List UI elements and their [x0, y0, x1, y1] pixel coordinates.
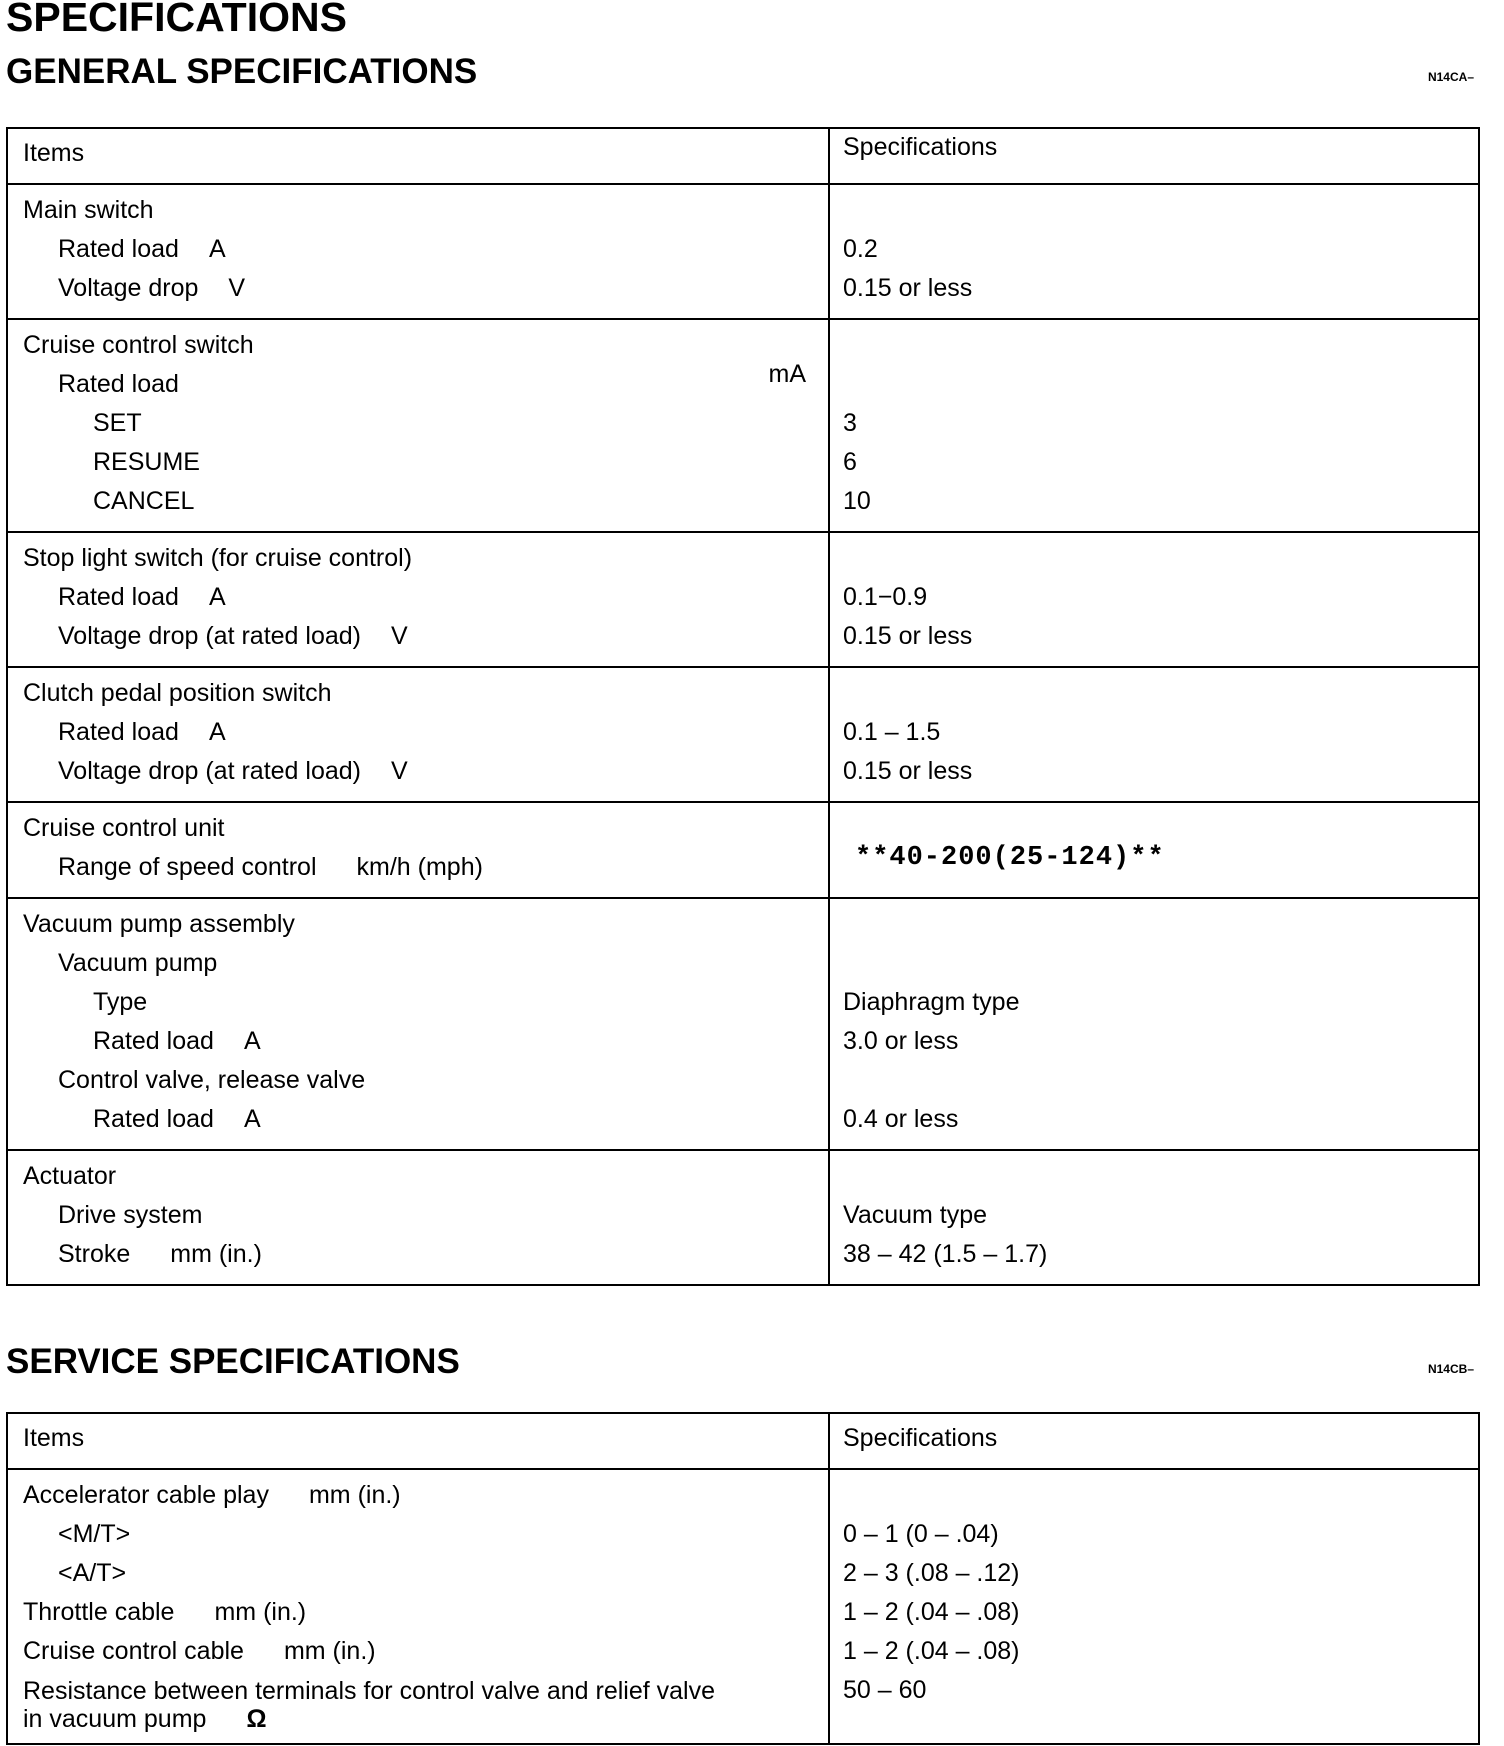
spec-value: 38 – 42 (1.5 – 1.7): [843, 1240, 1048, 1268]
items-header-cell: [7, 128, 829, 184]
spec-value: Diaphragm type: [843, 988, 1020, 1016]
row-label: <M/T>: [58, 1520, 131, 1548]
specifications-header-cell: [829, 128, 1479, 184]
spec-value: 3: [843, 409, 857, 437]
spec-value: 0.15 or less: [843, 274, 973, 302]
general-specifications-table: [6, 127, 1480, 1286]
row-label: Type: [93, 988, 148, 1016]
table-row: [7, 1150, 1479, 1285]
row-label: Resistance between terminals for control valve and relief valve in vacuum pump: [23, 1677, 716, 1733]
table-header-row: [7, 1413, 1479, 1469]
spec-value: 0.1−0.9: [843, 583, 928, 611]
spec-value: 6: [843, 448, 857, 476]
row-label: Vacuum pump: [58, 949, 218, 977]
unit-label: A: [243, 1027, 261, 1055]
table-header-row: [7, 128, 1479, 184]
row-label: Stroke: [58, 1240, 131, 1268]
spec-value: 0.4 or less: [843, 1105, 959, 1133]
row-label: Rated load: [58, 235, 179, 263]
unit-label: V: [228, 274, 246, 302]
row-label: Accelerator cable play: [23, 1481, 269, 1509]
table-row: [7, 802, 1479, 898]
general-specifications-heading: GENERAL SPECIFICATIONS: [6, 52, 478, 91]
row-label: SET: [93, 409, 142, 437]
unit-label: V: [390, 757, 408, 785]
service-section-code: N14CB–: [1427, 1362, 1474, 1376]
row-label: Stop light switch (for cruise control): [23, 544, 413, 572]
spec-value: Vacuum type: [843, 1201, 988, 1229]
spec-value: 1 – 2 (.04 – .08): [843, 1598, 1020, 1626]
row-label: Vacuum pump assembly: [23, 910, 295, 938]
table-row: [7, 532, 1479, 667]
unit-label: km/h (mph): [356, 853, 483, 881]
row-label: Actuator: [23, 1162, 117, 1190]
specifications-header: Specifications: [843, 133, 998, 161]
row-label: Rated load: [58, 370, 179, 398]
table-row: [7, 898, 1479, 1150]
table-row: [7, 319, 1479, 532]
spec-value: 0.15 or less: [843, 622, 973, 650]
row-label: Cruise control unit: [23, 814, 225, 842]
service-specifications-table: [6, 1412, 1480, 1745]
table-row: [7, 1469, 1479, 1744]
row-label: Voltage drop (at rated load): [58, 757, 361, 785]
row-label: Voltage drop (at rated load): [58, 622, 361, 650]
unit-label: A: [243, 1105, 261, 1133]
spec-value: 0 – 1 (0 – .04): [843, 1520, 999, 1548]
row-label: Drive system: [58, 1201, 203, 1229]
unit-label: A: [208, 583, 226, 611]
spec-value: 1 – 2 (.04 – .08): [843, 1637, 1020, 1665]
row-label: Range of speed control: [58, 853, 317, 881]
table-row: [7, 184, 1479, 319]
unit-label: mm (in.): [308, 1481, 401, 1509]
spec-value: 50 – 60: [843, 1676, 927, 1704]
service-specifications-heading: SERVICE SPECIFICATIONS: [6, 1342, 460, 1381]
row-label: CANCEL: [93, 487, 195, 515]
row-label: Main switch: [23, 196, 154, 224]
row-label: Rated load: [58, 583, 179, 611]
row-label: <A/T>: [58, 1559, 127, 1587]
spec-value: 0.2: [843, 235, 878, 263]
spec-value: 2 – 3 (.08 – .12): [843, 1559, 1020, 1587]
table-row: [7, 667, 1479, 802]
general-section-code: N14CA–: [1427, 70, 1474, 84]
row-label: Cruise control switch: [23, 331, 254, 359]
spec-value: 10: [843, 487, 871, 515]
items-header: Items: [23, 1424, 85, 1452]
row-label: Rated load: [93, 1027, 214, 1055]
unit-label: mm (in.): [214, 1598, 307, 1626]
spec-value: 0.1 – 1.5: [843, 718, 941, 746]
spec-value: **40-200(25-124)**: [855, 843, 1165, 873]
row-label: Cruise control cable: [23, 1637, 244, 1665]
unit-label: mm (in.): [170, 1240, 262, 1268]
unit-label: V: [390, 622, 408, 650]
row-label: Voltage drop: [58, 274, 199, 302]
row-label: Clutch pedal position switch: [23, 679, 332, 707]
row-label: Throttle cable: [23, 1598, 175, 1626]
row-label: Rated load: [58, 718, 179, 746]
unit-label: Ω: [246, 1705, 267, 1733]
unit-label: A: [208, 718, 226, 746]
spec-value: 3.0 or less: [843, 1027, 959, 1055]
specifications-header-cell: [829, 1413, 1479, 1469]
unit-label: mm (in.): [283, 1637, 376, 1665]
spec-value: 0.15 or less: [843, 757, 973, 785]
unit-label: A: [208, 235, 226, 263]
page-title: SPECIFICATIONS: [6, 0, 347, 40]
row-label: Rated load: [93, 1105, 214, 1133]
items-header: Items: [23, 139, 85, 167]
items-header-cell: [7, 1413, 829, 1469]
unit-label: mA: [768, 360, 806, 388]
row-label: Control valve, release valve: [58, 1066, 366, 1094]
specifications-header: Specifications: [843, 1424, 998, 1452]
row-label: RESUME: [93, 448, 200, 476]
